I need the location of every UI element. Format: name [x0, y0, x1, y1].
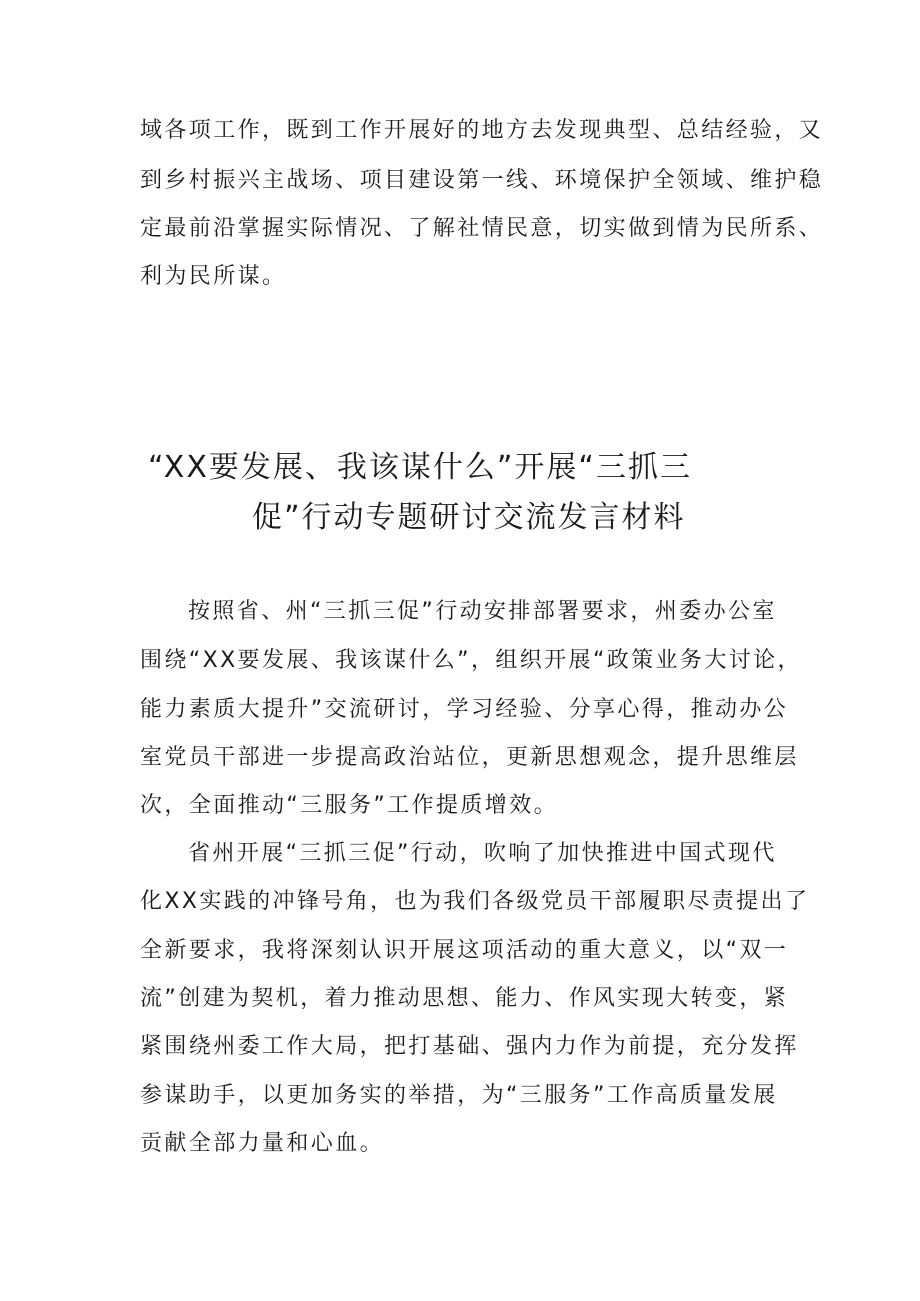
paragraph1-line-5: 次，全面推动“三服务”工作提质增效。 — [140, 793, 558, 818]
paragraph1-line-4: 室党员干部进一步提高政治站位，更新思想观念，提升思维层 — [140, 745, 799, 770]
paragraph2-line-4: 流”创建为契机，着力推动思想、能力、作风实现大转变，紧 — [140, 986, 789, 1011]
document-title-line-1: “XX要发展、我该谋什么”开展“三抓三 — [148, 450, 692, 485]
continuation-line-1: 域各项工作，既到工作开展好的地方去发现典型、总结经验，又 — [140, 118, 824, 143]
paragraph2-line-3: 全新要求，我将深刻认识开展这项活动的重大意义，以“双一 — [140, 938, 789, 963]
document-title-line-2: 促”行动专题研讨交流发言材料 — [252, 500, 686, 535]
paragraph1-line-3: 能力素质大提升”交流研讨，学习经验、分享心得，推动办公 — [140, 697, 789, 722]
paragraph1-line-1: 按照省、州“三抓三促”行动安排部署要求，州委办公室 — [188, 599, 777, 624]
continuation-line-4: 利为民所谋。 — [140, 264, 287, 289]
continuation-line-2: 到乡村振兴主战场、项目建设第一线、环境保护全领域、维护稳 — [140, 168, 824, 193]
paragraph2-line-2: 化XX实践的冲锋号角，也为我们各级党员干部履职尽责提出了 — [140, 889, 810, 914]
paragraph2-line-7: 贡献全部力量和心血。 — [140, 1131, 385, 1156]
paragraph2-line-6: 参谋助手，以更加务实的举措，为“三服务”工作高质量发展 — [140, 1083, 778, 1108]
paragraph2-line-1: 省州开展“三抓三促”行动，吹响了加快推进中国式现代 — [188, 841, 777, 866]
paragraph2-line-5: 紧围绕州委工作大局，把打基础、强内力作为前提，充分发挥 — [140, 1034, 799, 1059]
paragraph1-line-2: 围绕“XX要发展、我该谋什么”，组织开展“政策业务大讨论， — [140, 648, 802, 673]
continuation-line-3: 定最前沿掌握实际情况、了解社情民意，切实做到情为民所系、 — [140, 216, 824, 241]
